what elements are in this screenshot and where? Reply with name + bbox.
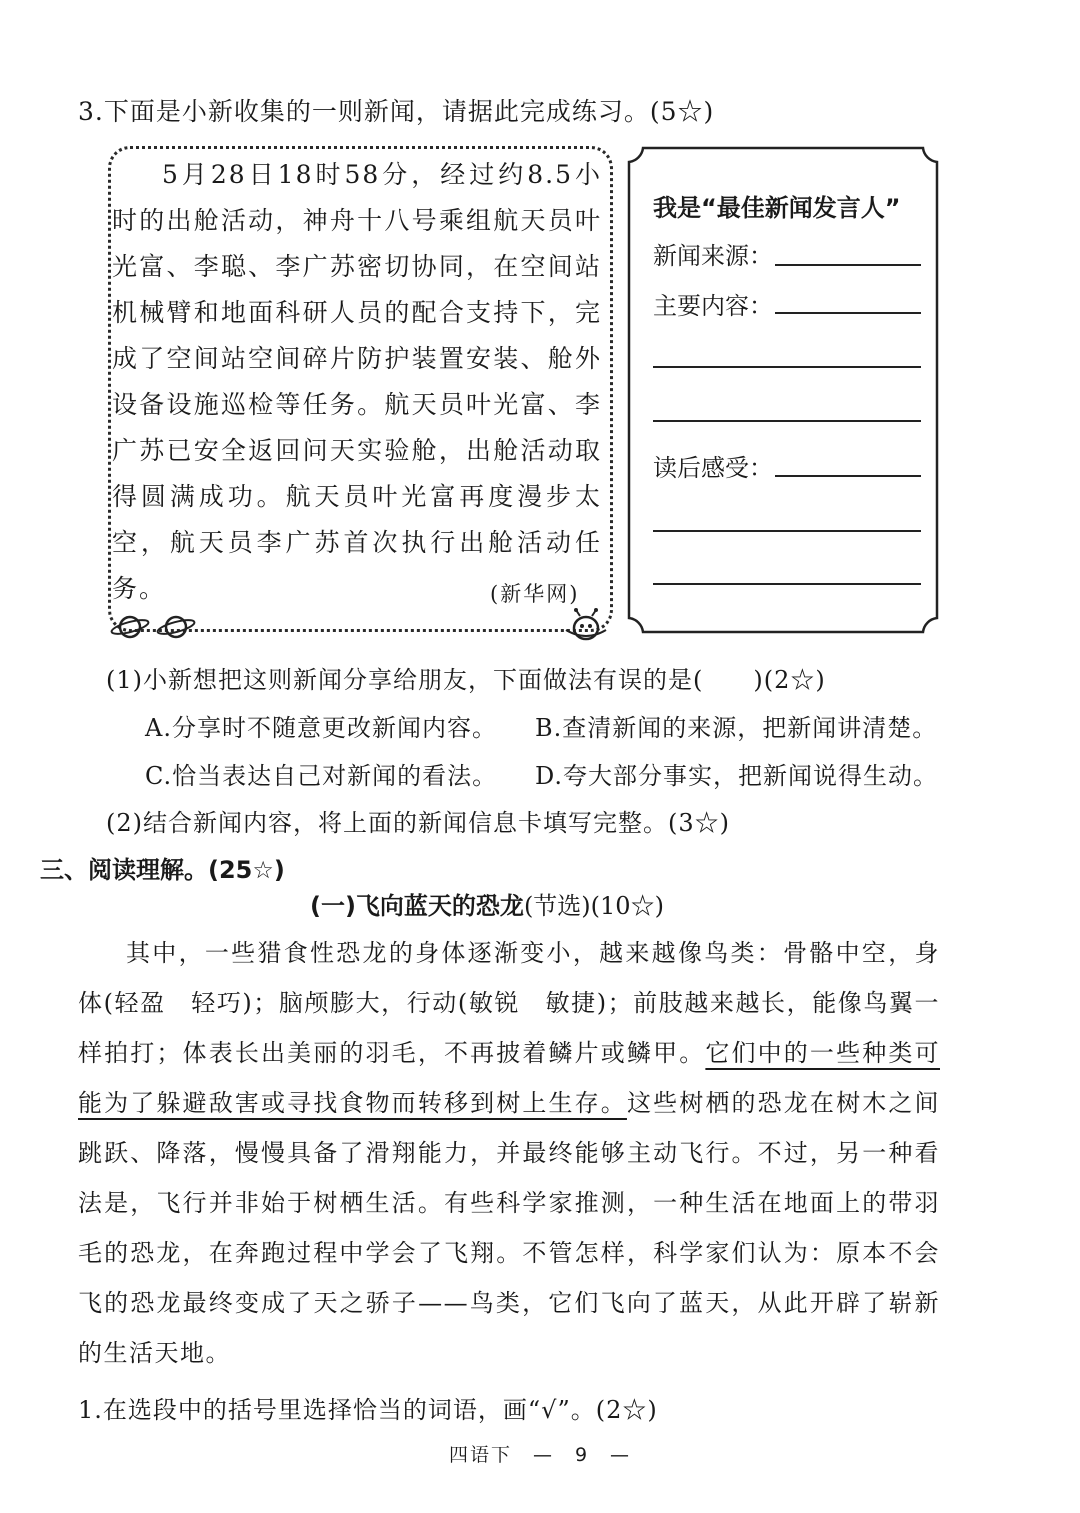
news-body: 5月28日18时58分，经过约8.5小时的出舱活动，神舟十八号乘组航天员叶光富、李聪、李广苏密切协同，在空间站机械臂和地面科研人员的配合支持下，完成了空间站空间碎片防护装置安装、舱外设备设施巡检等任务。航天员叶光富、李广苏已安全返回问天实验舱，出舱活动取得圆满成功。航天员叶光富再度漫步太空，航天员李广苏首次执行出舱活动任务。 — [112, 160, 602, 603]
alien-icon — [562, 608, 610, 644]
passage-title-note: (节选)(10☆) — [523, 892, 664, 920]
option-b[interactable]: B.查清新闻的来源，把新闻讲清楚。 — [535, 714, 938, 742]
feeling-blank[interactable] — [653, 583, 921, 585]
question-1: 1.在选段中的括号里选择恰当的词语，画“√”。(2☆) — [78, 1396, 658, 1424]
passage-body — [78, 928, 940, 1378]
passage-title-main: (一)飞向蓝天的恐龙 — [310, 892, 524, 920]
option-c[interactable]: C.恰当表达自己对新闻的看法。 — [145, 762, 498, 790]
sub-question-1: (1)小新想把这则新闻分享给朋友，下面做法有误的是( )(2☆) — [106, 666, 826, 694]
main-content-blank[interactable] — [653, 420, 921, 422]
card-title: 我是“最佳新闻发言人” — [653, 194, 901, 222]
option-d[interactable]: D.夸大部分事实，把新闻说得生动。 — [535, 762, 939, 790]
section-heading: 三、阅读理解。(25☆) — [40, 856, 285, 884]
main-content-label: 主要内容： — [653, 292, 773, 320]
news-source-label: 新闻来源： — [653, 242, 773, 270]
sub-question-2: (2)结合新闻内容，将上面的新闻信息卡填写完整。(3☆) — [106, 809, 730, 837]
feeling-blank[interactable] — [653, 530, 921, 532]
question-3-title: 3.下面是小新收集的一则新闻，请据此完成练习。(5☆) — [78, 97, 715, 126]
news-source-blank[interactable] — [775, 264, 921, 266]
feeling-blank[interactable] — [775, 475, 921, 477]
passage-text: 其中，一些猎食性恐龙的身体逐渐变小，越来越像鸟类：骨骼中空，身体(轻盈 轻巧)；脑颅膨大，行动(敏锐 敏捷)；前肢越来越长，能像鸟翼一样拍打；体表长出美丽的羽毛，不再披着鳞片或鳞甲。 — [78, 939, 940, 1067]
planet-icon — [156, 612, 200, 642]
planet-icon — [110, 612, 154, 642]
passage-title — [310, 886, 664, 921]
feeling-label: 读后感受： — [653, 454, 773, 482]
option-a[interactable]: A.分享时不随意更改新闻内容。 — [145, 714, 497, 742]
news-source: (新华网) — [490, 582, 580, 606]
main-content-blank[interactable] — [775, 312, 921, 314]
page-footer: 四语下 — 9 — — [448, 1444, 632, 1466]
underlined-sentence: 它们中的一些种类可能为了躲避敌害或寻找食物而转移到树上生存。 — [78, 1039, 940, 1117]
main-content-blank[interactable] — [653, 366, 921, 368]
passage-text: 这些树栖的恐龙在树木之间跳跃、降落，慢慢具备了滑翔能力，并最终能够主动飞行。不过，另一种看法是，飞行并非始于树栖生活。有些科学家推测，一种生活在地面上的带羽毛的恐龙，在奔跑过程中学会了飞翔。不管怎样，科学家们认为：原本不会飞的恐龙最终变成了天之骄子——鸟类，它们飞向了蓝天，从此开辟了崭新的生活天地。 — [78, 1089, 940, 1367]
